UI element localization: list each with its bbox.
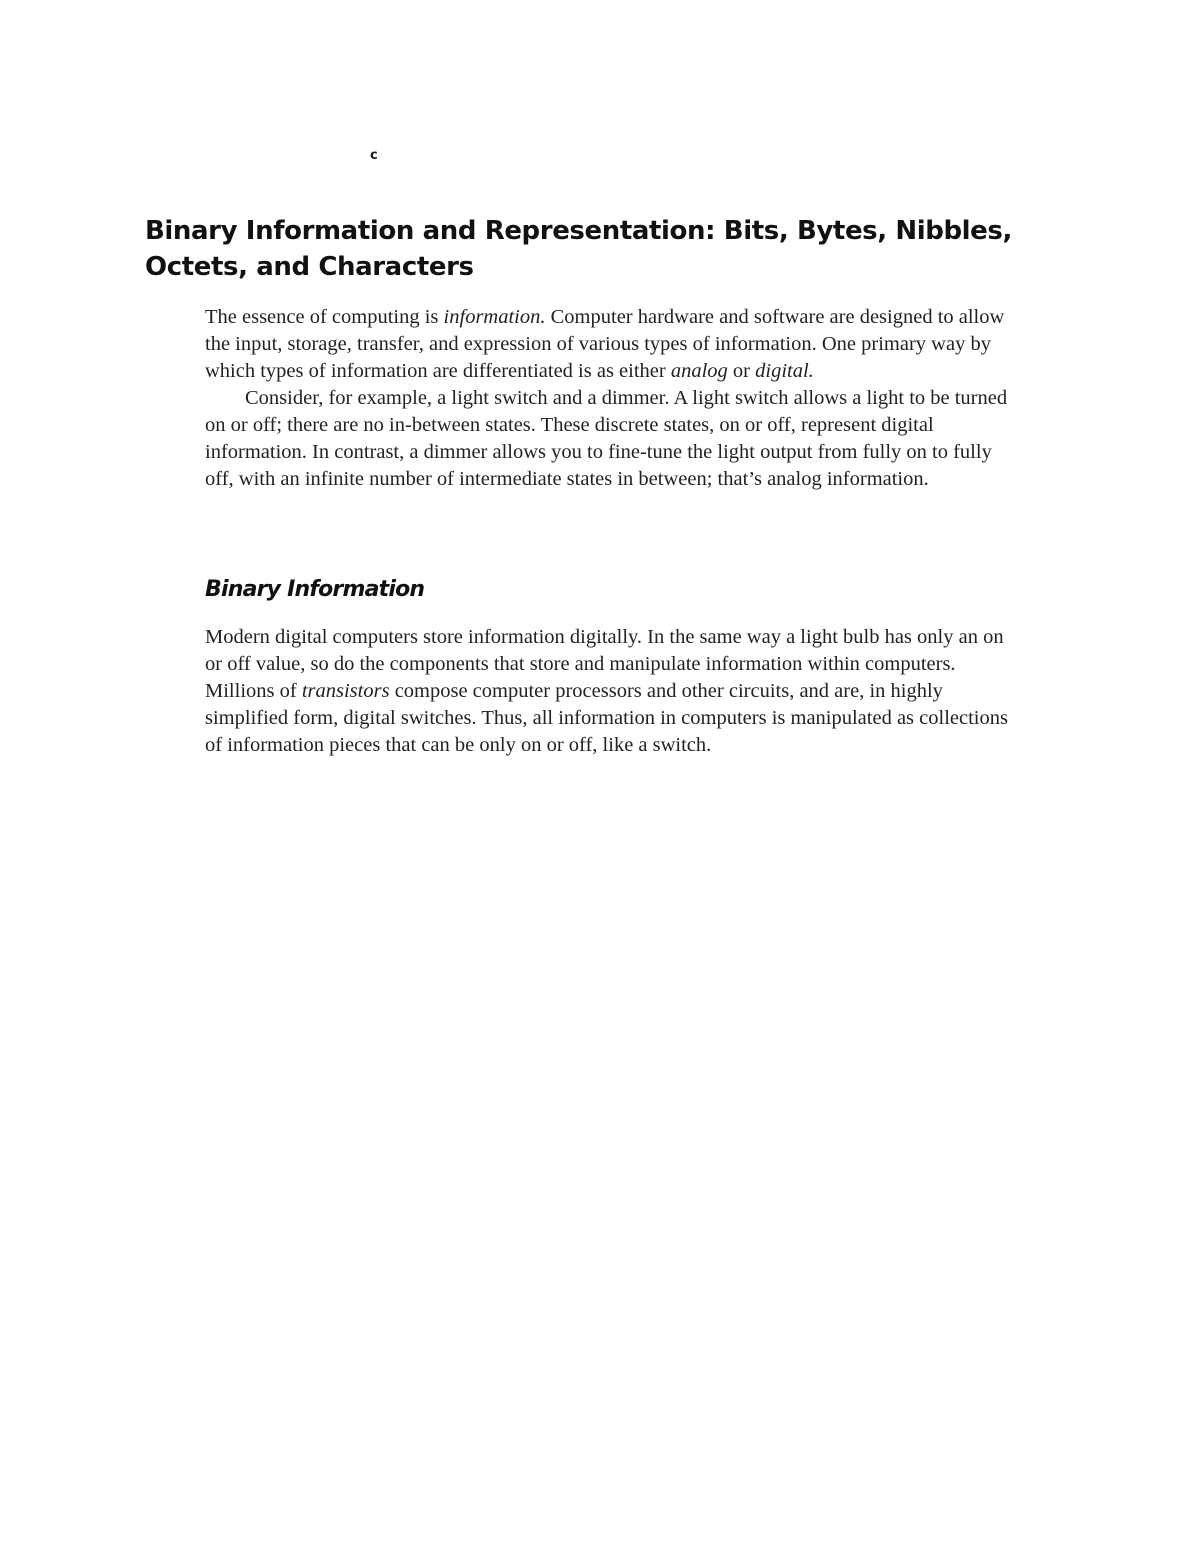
subsection-title: Binary Information (205, 577, 425, 602)
intro-paragraph (205, 304, 1020, 385)
binary-text-1: Modern digital computers store information digitally. In the same way a light bulb has only an on or off value, so do the components that store and manipulate information within computers. Millions of (205, 626, 1004, 702)
page-marker: c (370, 148, 378, 163)
section-body (205, 304, 1020, 493)
subsection-body (205, 624, 1020, 759)
intro-text-1: The essence of computing is (205, 306, 444, 328)
binary-text-2: compose computer processors and other circuits, and are, in highly simplified form, digital switches. Thus, all information in computers is manipulated as collections of information pieces that can be only on or off, like a switch. (205, 680, 1008, 756)
intro-text-2: Computer hardware and software are designed to allow the input, storage, transfer, and expression of various types of information. One primary way by which types of information are differentiated is as either (205, 306, 1005, 382)
term-transistors: transistors (301, 680, 390, 702)
intro-text-3: or (727, 360, 756, 382)
switch-dimmer-paragraph: Consider, for example, a light switch and a dimmer. A light switch allows a light to be turned on or off; there are no in-between states. These discrete states, on or off, represent digital information. In contrast, a dimmer allows you to fine-tune the light output from fully on to fully off, with an infinite number of intermediate states in between; that’s analog information. (205, 387, 1008, 490)
term-analog: analog (670, 360, 728, 382)
term-information: information. (443, 306, 546, 328)
term-digital: digital. (755, 360, 814, 382)
binary-paragraph (205, 624, 1020, 759)
section-title: Binary Information and Representation: Bits, Bytes, Nibbles, Octets, and Characters (145, 216, 1012, 282)
